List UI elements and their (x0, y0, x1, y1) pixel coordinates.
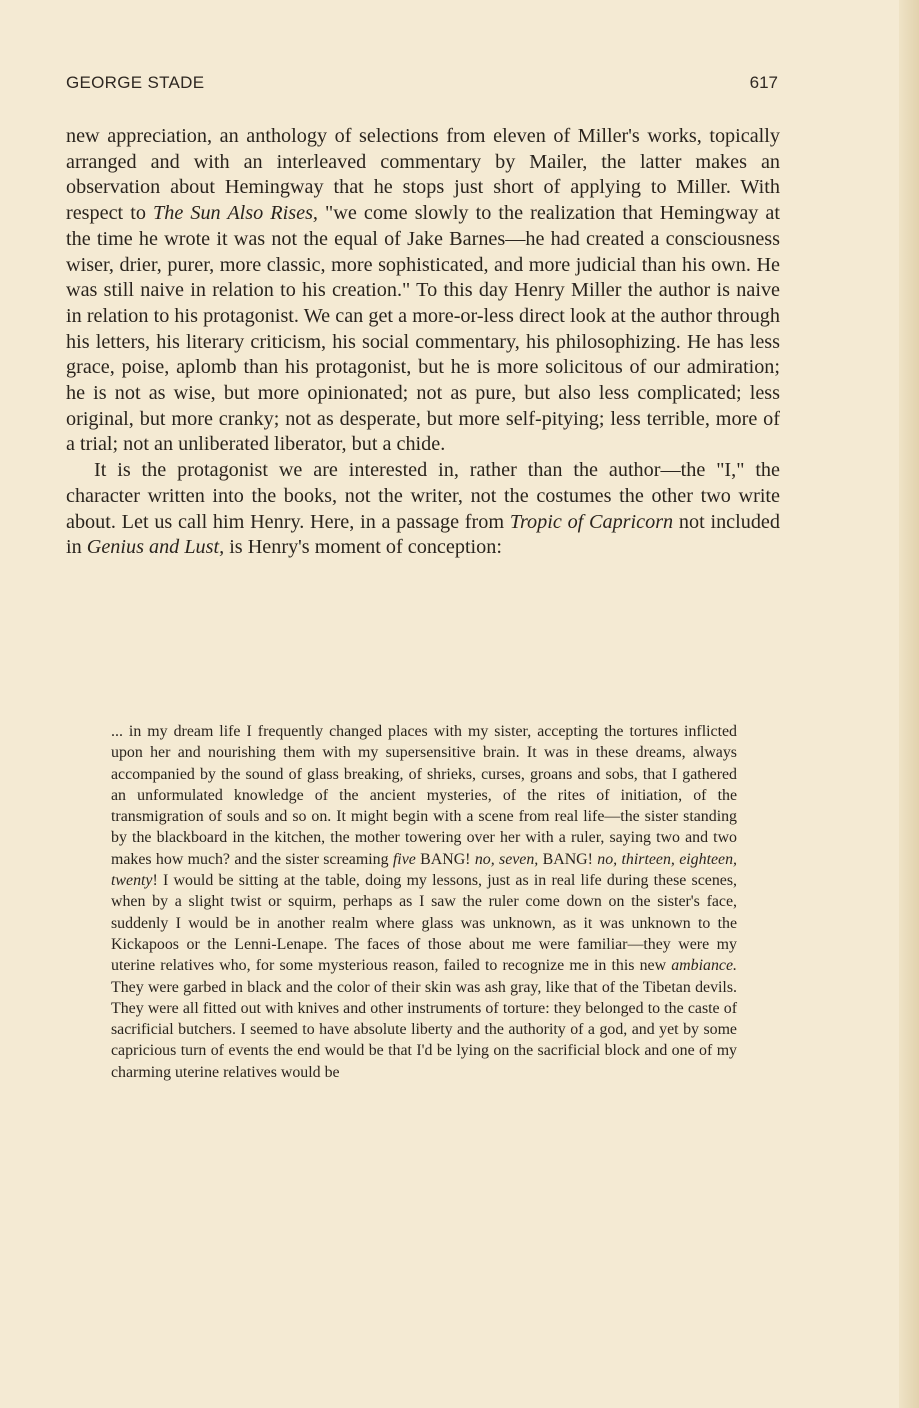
page-edge (899, 0, 919, 1408)
quote-italic: five (392, 850, 416, 868)
title-genius-and-lust: Genius and Lust, (86, 536, 225, 559)
title-tropic-of-capricorn: Tropic of Capricorn (509, 510, 674, 533)
paragraph-2 (66, 458, 780, 561)
paragraph-2-text: It is the protagonist we are interested in, rather than the author—the "I," the character written into the books, not the writer, not the costumes the other two write about. Let us call him Henry. Here, in a passage from (66, 459, 780, 533)
quote-text: ... in my dream life I frequently changed places with my sister, accepting the tortures inflicted upon her and nourishing them with my supersensitive brain. It was in these dreams, always accompanied by the sound of glass breaking, of shrieks, curses, groans and sobs, that I gathered an unformulated knowledge of the ancient mysteries, of the rites of initiation, of the transmigration of souls and so on. It might begin with a scene from real life—the sister standing by the blackboard in the kitchen, the mother towering over her with a ruler, saying two and two makes how much? and the sister screaming (111, 723, 737, 868)
quote-paragraph (111, 721, 737, 1083)
paragraph-2-text: is Henry's moment of conception: (224, 536, 502, 559)
quote-italic: no, thirteen, eighteen, twenty (111, 850, 738, 890)
quote-italic: ambiance. (671, 957, 737, 975)
quote-text: They were garbed in black and the color of their skin was ash gray, like that of the Tibetan devils. They were all fitted out with knives and other instruments of torture: they belonged to the caste of sacrificial butchers. I seemed to have absolute liberty and the authority of a god, and yet by some capricious turn of events the end would be that I'd be lying on the sacrificial block and one of my charming uterine relatives would be (111, 978, 737, 1081)
paragraph-2-text: not included in (66, 510, 780, 559)
body-text (66, 124, 780, 561)
page-number: 617 (749, 73, 778, 92)
quote-text: BANG! (538, 850, 598, 868)
page-header (66, 73, 778, 99)
quote-text: ! I would be sitting at the table, doing my lessons, just as in real life during these scenes, when by a slight twist or squirm, perhaps as I saw the ruler come down on the sister's face, suddenly I would be in another realm where glass was unknown, as it was unknown to the Kickapoos or the Lenni-Lenape. The faces of those about me were familiar—they were my uterine relatives who, for some mysterious reason, failed to recognize me in this new (111, 872, 737, 975)
paragraph-1-text: new appreciation, an anthology of selections from eleven of Miller's works, topically arranged and with an interleaved commentary by Mailer, the latter makes an observation about Hemingway that he stops just short of applying to Miller. With respect to (66, 125, 780, 225)
running-head: GEORGE STADE (66, 73, 205, 92)
quote-text: BANG! (415, 850, 475, 868)
paragraph-1 (66, 124, 780, 458)
paragraph-1-text: "we come slowly to the realization that Hemingway at the time he wrote it was not the equal of Jake Barnes—he had created a consciousness wiser, drier, purer, more classic, more sophisticated, and more judicial than his own. He was still naive in relation to his creation." To this day Henry Miller the author is naive in relation to his protagonist. We can get a more-or-less direct look at the author through his letters, his literary criticism, his social commentary, his philosophizing. He has less grace, poise, aplomb than his protagonist, but he is more solicitous of our admiration; he is not as wise, but more opinionated; not as pure, but also less complicated; less original, but more cranky; not as desperate, but more self-pitying; less terrible, more of a trial; not an unliberated liberator, but a chide. (66, 202, 781, 456)
block-quote (111, 721, 737, 1083)
quote-italic: no, seven, (474, 850, 539, 868)
title-sun-also-rises: The Sun Also Rises, (153, 202, 318, 225)
